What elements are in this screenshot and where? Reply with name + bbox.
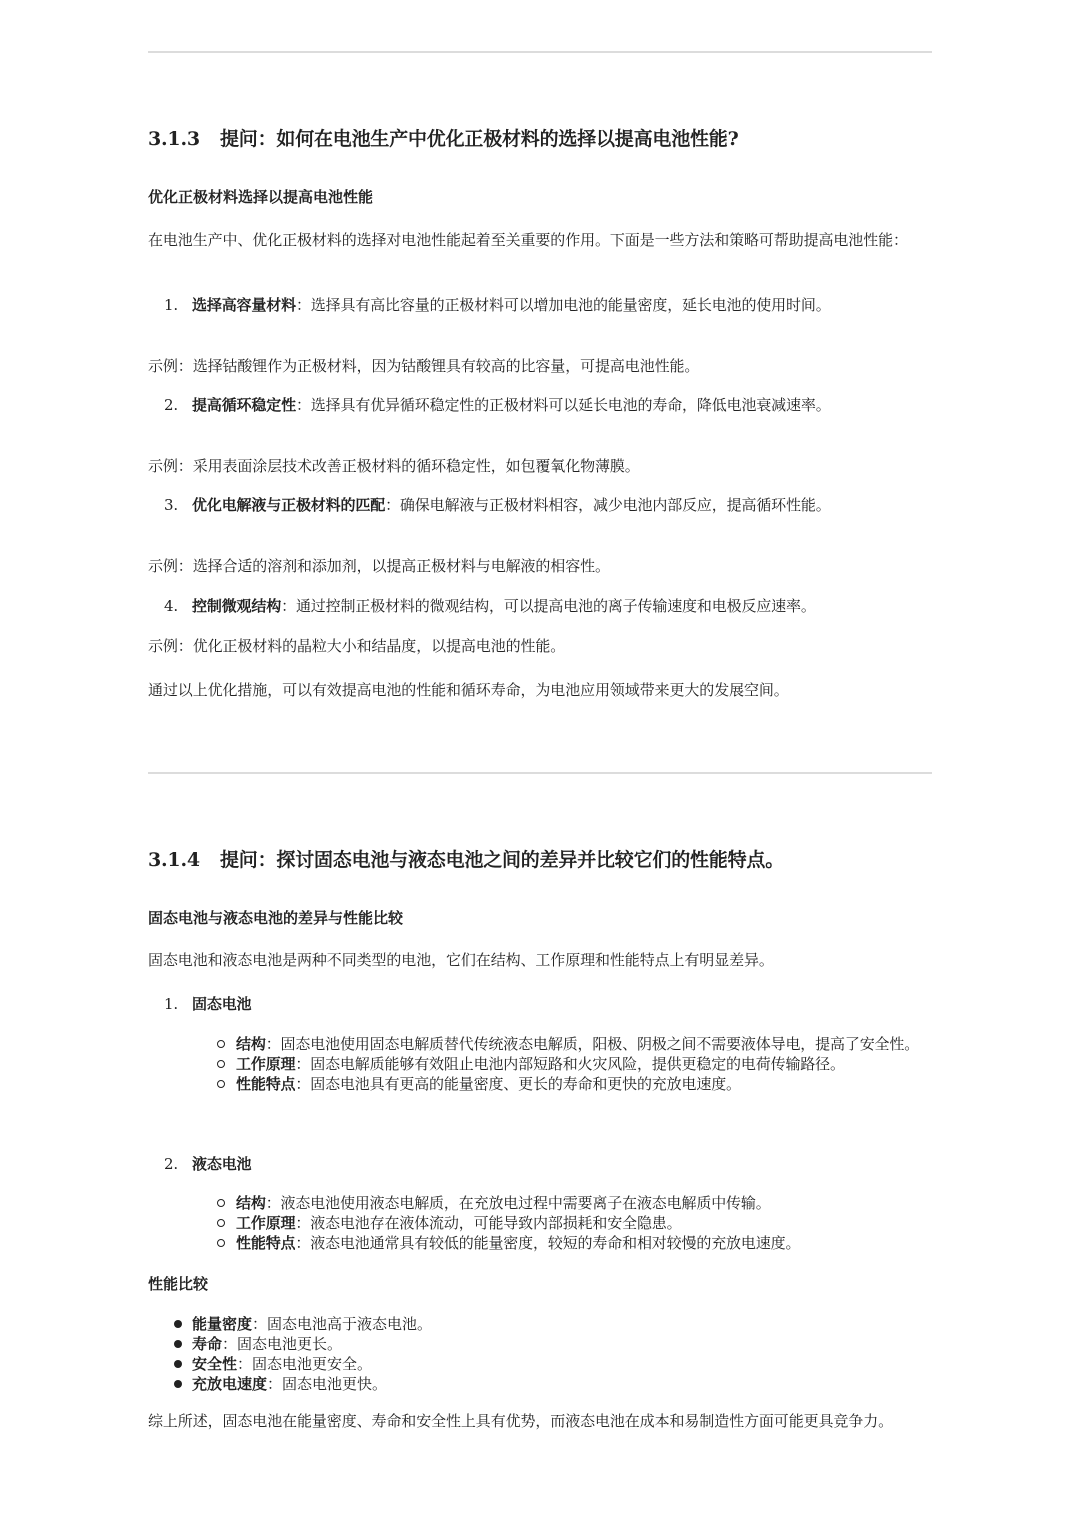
section-subtitle: 固态电池与液态电池的差异与性能比较: [148, 909, 404, 927]
sub-list-item: [214, 1213, 936, 1233]
list-marker: 2.: [164, 396, 179, 414]
list-item-2: [164, 394, 932, 417]
circle-bullet-icon: [217, 1239, 225, 1247]
item-text: ：固态电池更安全。: [237, 1355, 373, 1373]
item-text: ：固态电池使用固态电解质替代传统液态电解质，阳极、阴极之间不需要液体导电，提高了安全性。: [265, 1035, 920, 1053]
item-text: ：固态电池更长。: [222, 1335, 343, 1353]
circle-bullet-icon: [217, 1199, 225, 1207]
solid-points: [214, 1034, 936, 1094]
item-term: 能量密度: [192, 1315, 253, 1333]
bullet-item: [170, 1314, 930, 1334]
example-3: 示例：选择合适的溶剂和添加剂，以提高正极材料与电解液的相容性。: [148, 557, 610, 575]
list-marker: 1.: [164, 995, 179, 1013]
item-text: ：通过控制正极材料的微观结构，可以提高电池的离子传输速度和电极反应速率。: [281, 597, 816, 615]
item-text: ：液态电池通常具有较低的能量密度，较短的寿命和相对较慢的充放电速度。: [295, 1234, 801, 1252]
bullet-icon: [174, 1340, 182, 1348]
item-text: ：液态电池存在液体流动，可能导致内部损耗和安全隐患。: [295, 1214, 682, 1232]
item-text: ：固态电池具有更高的能量密度、更长的寿命和更快的充放电速度。: [295, 1075, 741, 1093]
item-text: ：固态电解质能够有效阻止电池内部短路和火灾风险，提供更稳定的电荷传输路径。: [295, 1055, 845, 1073]
section-intro: 在电池生产中、优化正极材料的选择对电池性能起着至关重要的作用。下面是一些方法和策略可帮助提高电池性能：: [148, 231, 908, 249]
example-4: 示例：优化正极材料的晶粒大小和结晶度，以提高电池的性能。: [148, 637, 566, 655]
item-term: 寿命: [192, 1335, 223, 1353]
list-marker: 4.: [164, 597, 179, 615]
sub-list-item: [214, 1233, 936, 1253]
list-marker: 2.: [164, 1155, 179, 1173]
sub-list-item: [214, 1034, 936, 1054]
list-item-4: [164, 595, 932, 618]
circle-bullet-icon: [217, 1219, 225, 1227]
item-text: ：液态电池使用液态电解质，在充放电过程中需要离子在液态电解质中传输。: [265, 1194, 771, 1212]
section-summary: 综上所述，固态电池在能量密度、寿命和安全性上具有优势，而液态电池在成本和易制造性方面可能更具竞争力。: [148, 1412, 894, 1430]
sub-list-item: [214, 1054, 936, 1074]
bullet-icon: [174, 1380, 182, 1388]
item-term: 安全性: [192, 1355, 238, 1373]
bullet-icon: [174, 1320, 182, 1328]
item-text: ：固态电池更快。: [267, 1375, 388, 1393]
sub-list-item: [214, 1074, 936, 1094]
list-marker: 1.: [164, 296, 179, 314]
liquid-points: [214, 1193, 936, 1253]
bullet-icon: [174, 1360, 182, 1368]
item-term: 控制微观结构: [192, 597, 282, 615]
list-item-1: [164, 294, 932, 317]
item-label: 固态电池: [192, 995, 252, 1013]
section-number: 3.1.4: [148, 849, 200, 871]
list-item-solid: [164, 993, 932, 1016]
section-subtitle: 优化正极材料选择以提高电池性能: [148, 188, 374, 206]
item-term: 结构: [236, 1035, 266, 1053]
section-conclusion: 通过以上优化措施，可以有效提高电池的性能和循环寿命，为电池应用领域带来更大的发展空间。: [148, 681, 789, 699]
bullet-item: [170, 1374, 930, 1394]
circle-bullet-icon: [217, 1080, 225, 1088]
example-1: 示例：选择钴酸锂作为正极材料，因为钴酸锂具有较高的比容量，可提高电池性能。: [148, 357, 700, 375]
section-intro: 固态电池和液态电池是两种不同类型的电池，它们在结构、工作原理和性能特点上有明显差异。: [148, 951, 774, 969]
list-marker: 3.: [164, 496, 179, 514]
section-heading-3-1-4: [148, 845, 948, 872]
section-title: 提问：探讨固态电池与液态电池之间的差异并比较它们的性能特点。: [220, 849, 785, 871]
bullet-item: [170, 1334, 930, 1354]
bullet-item: [170, 1354, 930, 1374]
item-term: 提高循环稳定性: [192, 396, 296, 414]
circle-bullet-icon: [217, 1040, 225, 1048]
sub-list-item: [214, 1193, 936, 1213]
circle-bullet-icon: [217, 1060, 225, 1068]
item-term: 工作原理: [236, 1214, 296, 1232]
item-label: 液态电池: [192, 1155, 252, 1173]
example-2: 示例：采用表面涂层技术改善正极材料的循环稳定性，如包覆氧化物薄膜。: [148, 457, 640, 475]
list-item-liquid: [164, 1153, 932, 1176]
item-term: 结构: [236, 1194, 266, 1212]
list-item-3: [164, 494, 932, 517]
comparison-list: [170, 1314, 930, 1394]
item-term: 性能特点: [236, 1075, 296, 1093]
comparison-title: 性能比较: [148, 1275, 209, 1293]
item-term: 性能特点: [236, 1234, 296, 1252]
item-term: 优化电解液与正极材料的匹配: [192, 496, 386, 514]
item-term: 工作原理: [236, 1055, 296, 1073]
item-text: ：固态电池高于液态电池。: [252, 1315, 433, 1333]
divider-middle: [148, 772, 932, 774]
item-text: ：确保电解液与正极材料相容，减少电池内部反应，提高循环性能。: [385, 496, 831, 514]
item-text: ：选择具有高比容量的正极材料可以增加电池的能量密度，延长电池的使用时间。: [295, 296, 831, 314]
divider-top: [148, 51, 932, 53]
section-title: 提问：如何在电池生产中优化正极材料的选择以提高电池性能?: [220, 128, 739, 150]
section-heading-3-1-3: [148, 124, 948, 151]
section-number: 3.1.3: [148, 128, 200, 150]
item-term: 充放电速度: [192, 1375, 268, 1393]
item-term: 选择高容量材料: [192, 296, 296, 314]
item-text: ：选择具有优异循环稳定性的正极材料可以延长电池的寿命，降低电池衰减速率。: [295, 396, 831, 414]
